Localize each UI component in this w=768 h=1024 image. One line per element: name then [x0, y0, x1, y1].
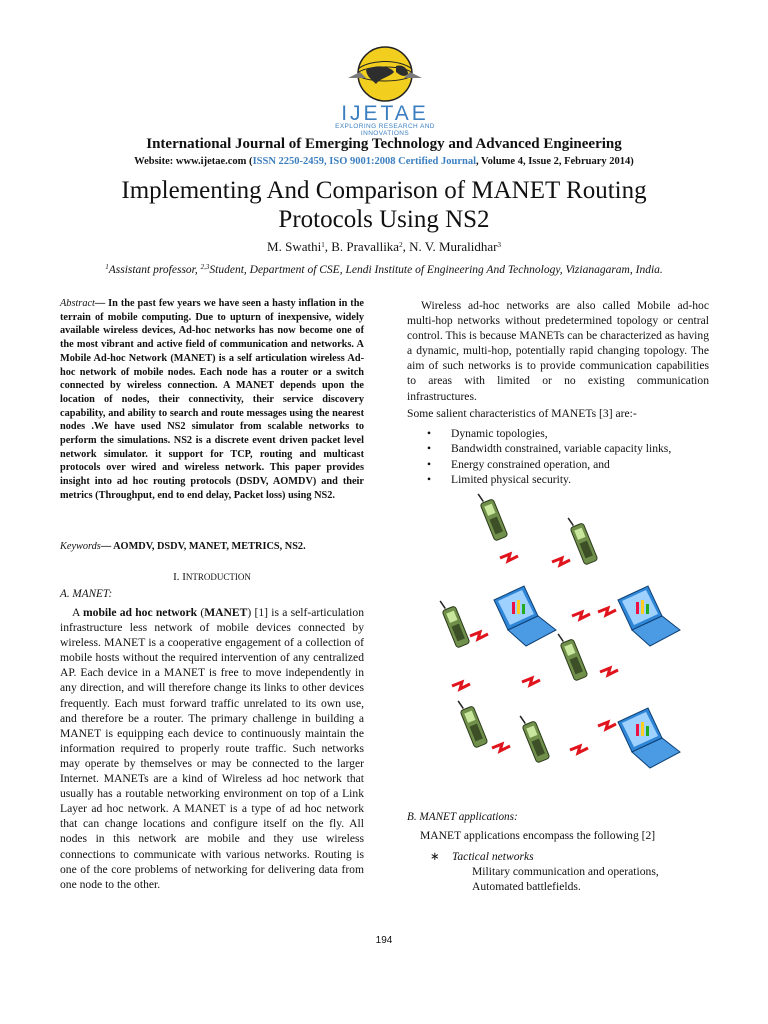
- author-3: N. V. Muralidhar$^3$: [409, 239, 501, 254]
- author-2: B. Pravallika$^2$,: [331, 239, 410, 254]
- phone-device: [520, 715, 550, 763]
- keywords: Keywords— AOMDV, DSDV, MANET, METRICS, NS2.: [60, 541, 306, 552]
- manet-body-text: A mobile ad hoc network (MANET) [1] is a self-articulation infrastructure less network of mobile devices connected by wireless. MANET is a cooperative engagement of a collection of mobile hosts without the required intervention of any centralized AP. Each device in a MANET is free to move independently in any direction, and will therefore change its links to other devices frequently. Each must forward traffic unrelated to its own use, and therefore be a router. The primary challenge in building a MANET is equipping each device to continuously maintain the information required to properly route traffic. Such networks may operate by themselves or may be connected to the larger Internet. MANETs are a kind of Wireless ad hoc network that usually has a routable networking environment on top of a Link Layer ad hoc network. A MANET is a type of ad hoc network that can change locations and configure itself on the fly. All nodes in this network are mobile and they use wireless connections to communicate with various networks. Routing is one of the core problems of networking for delivering data from one node to the other.: [60, 606, 364, 891]
- issue-info: , Volume 4, Issue 2, February 2014): [476, 156, 634, 167]
- wireless-link: [500, 554, 518, 561]
- adhoc-intro-paragraph: Wireless ad-hoc networks are also called Mobile ad-hoc multi-hop networks without predetermined topology or central control. This is because MANETs can be characterized as having a dynamic, multi-hop, potentially rapid changing topology. The aim of such networks is to provide communication capabilities to areas with limited or no existing communication infrastructures.: [407, 299, 709, 403]
- abstract-label: Abstract: [60, 298, 95, 309]
- phone-device: [440, 600, 470, 648]
- phone-device: [568, 517, 598, 565]
- tactical-networks-description: Military communication and operations, Automated battlefields.: [472, 865, 659, 894]
- wireless-link: [570, 746, 588, 753]
- list-item: • Dynamic topologies,: [427, 427, 548, 440]
- wireless-link: [492, 744, 510, 751]
- abstract-text: In the past few years we have seen a hasty inflation in the terrain of mobile computing. Due to upturn of inexpensive, widely available wireless devices, Ad-hoc networks has now become one of the most vibrant and active field of communication and networks. A Mobile Ad-hoc Network (MANET) is a self articulation wireless Ad-hoc network of mobile nodes. Each node has a router or a switch connected by wireless connection. A MANET depends upon the location of nodes, their connectivity, their service discovery capability, and ability to search and route messages using the nearest nodes .We have used NS2 simulator from scalable networks to perform the simulations. NS2 is a discrete event driven packet level network simulator. it support for TCP, routing and multicast protocols over wired and wireless network. This paper provides insight into ad hoc routing protocols (DSDV, AOMDV) and their metrics (Throughput, end to end delay, Packet loss) using NS2.: [60, 298, 364, 501]
- characteristics-list: [425, 426, 715, 488]
- applications-intro: MANET applications encompass the following [2]: [420, 829, 656, 842]
- section-heading-introduction: I. INTRODUCTION: [173, 571, 251, 583]
- journal-website-line: [0, 156, 768, 167]
- list-item: • Energy constrained operation, and: [427, 457, 610, 471]
- laptop-device: [494, 586, 556, 646]
- wireless-link: [522, 678, 540, 685]
- tactical-networks-item: ∗ Tactical networks: [430, 850, 534, 863]
- paper-title: Implementing And Comparison of MANET Routing Protocols Using NS2: [121, 177, 647, 233]
- list-item: • Limited physical security.: [427, 473, 571, 487]
- subsection-heading-manet: A. MANET:: [60, 588, 113, 600]
- keywords-label: Keywords: [60, 541, 101, 552]
- laptop-device: [618, 708, 680, 768]
- salient-characteristics-intro: Some salient characteristics of MANETs [3] are:-: [407, 407, 637, 420]
- author-1: M. Swathi$^1$,: [267, 239, 332, 254]
- wireless-link: [470, 632, 488, 639]
- laptop-device: [618, 586, 680, 646]
- journal-name: International Journal of Emerging Technology and Advanced Engineering: [146, 136, 622, 152]
- page-number: 194: [375, 935, 393, 946]
- phone-device: [558, 633, 588, 681]
- wireless-link: [552, 558, 570, 565]
- affiliation: $^1$Assistant professor, $^{2,3}$Student, Department of CSE, Lendi Institute of Engineering And Technology, Vizianagaram, India.: [105, 263, 663, 276]
- wireless-link: [452, 682, 470, 689]
- logo-name: IJETAE: [341, 102, 429, 125]
- website-prefix: Website: www.ijetae.com (: [134, 156, 253, 167]
- journal-logo: [330, 44, 440, 137]
- list-item: • Bandwidth constrained, variable capacity links,: [427, 442, 672, 456]
- phone-device: [478, 493, 508, 541]
- phone-device: [458, 700, 488, 748]
- wireless-link: [598, 608, 616, 615]
- globe-icon: [330, 44, 440, 104]
- subsection-heading-applications: B. MANET applications:: [407, 811, 518, 823]
- author-list: [0, 239, 768, 255]
- issn-link[interactable]: ISSN 2250-2459, ISO 9001:2008 Certified Journal: [252, 156, 476, 167]
- keywords-text: AOMDV, DSDV, MANET, METRICS, NS2.: [113, 541, 306, 552]
- wireless-link: [600, 668, 618, 675]
- abstract: Abstract— In the past few years we have seen a hasty inflation in the terrain of mobile computing. Due to upturn of inexpensive, widely available wireless devices, Ad-hoc networks has now become one of the most vibrant and active field of communication and networks. A Mobile Ad-hoc Network (MANET) is a self articulation wireless Ad-hoc network of mobile nodes. Each node has a router or a switch connected by wireless connection. A MANET depends upon the location of nodes, their connectivity, their service discovery capability, and ability to search and route messages using the nearest nodes .We have used NS2 simulator from scalable networks to perform the simulations. NS2 is a discrete event driven packet level network simulator. it support for TCP, routing and multicast protocols over wired and wireless network. This paper provides insight into ad hoc routing protocols (DSDV, AOMDV) and their metrics (Throughput, end to end delay, Packet loss) using NS2.: [60, 298, 364, 501]
- manet-network-figure: [422, 486, 692, 800]
- wireless-link: [572, 612, 590, 619]
- logo-tagline: EXPLORING RESEARCH AND INNOVATIONS: [335, 123, 435, 137]
- wireless-link: [598, 722, 616, 729]
